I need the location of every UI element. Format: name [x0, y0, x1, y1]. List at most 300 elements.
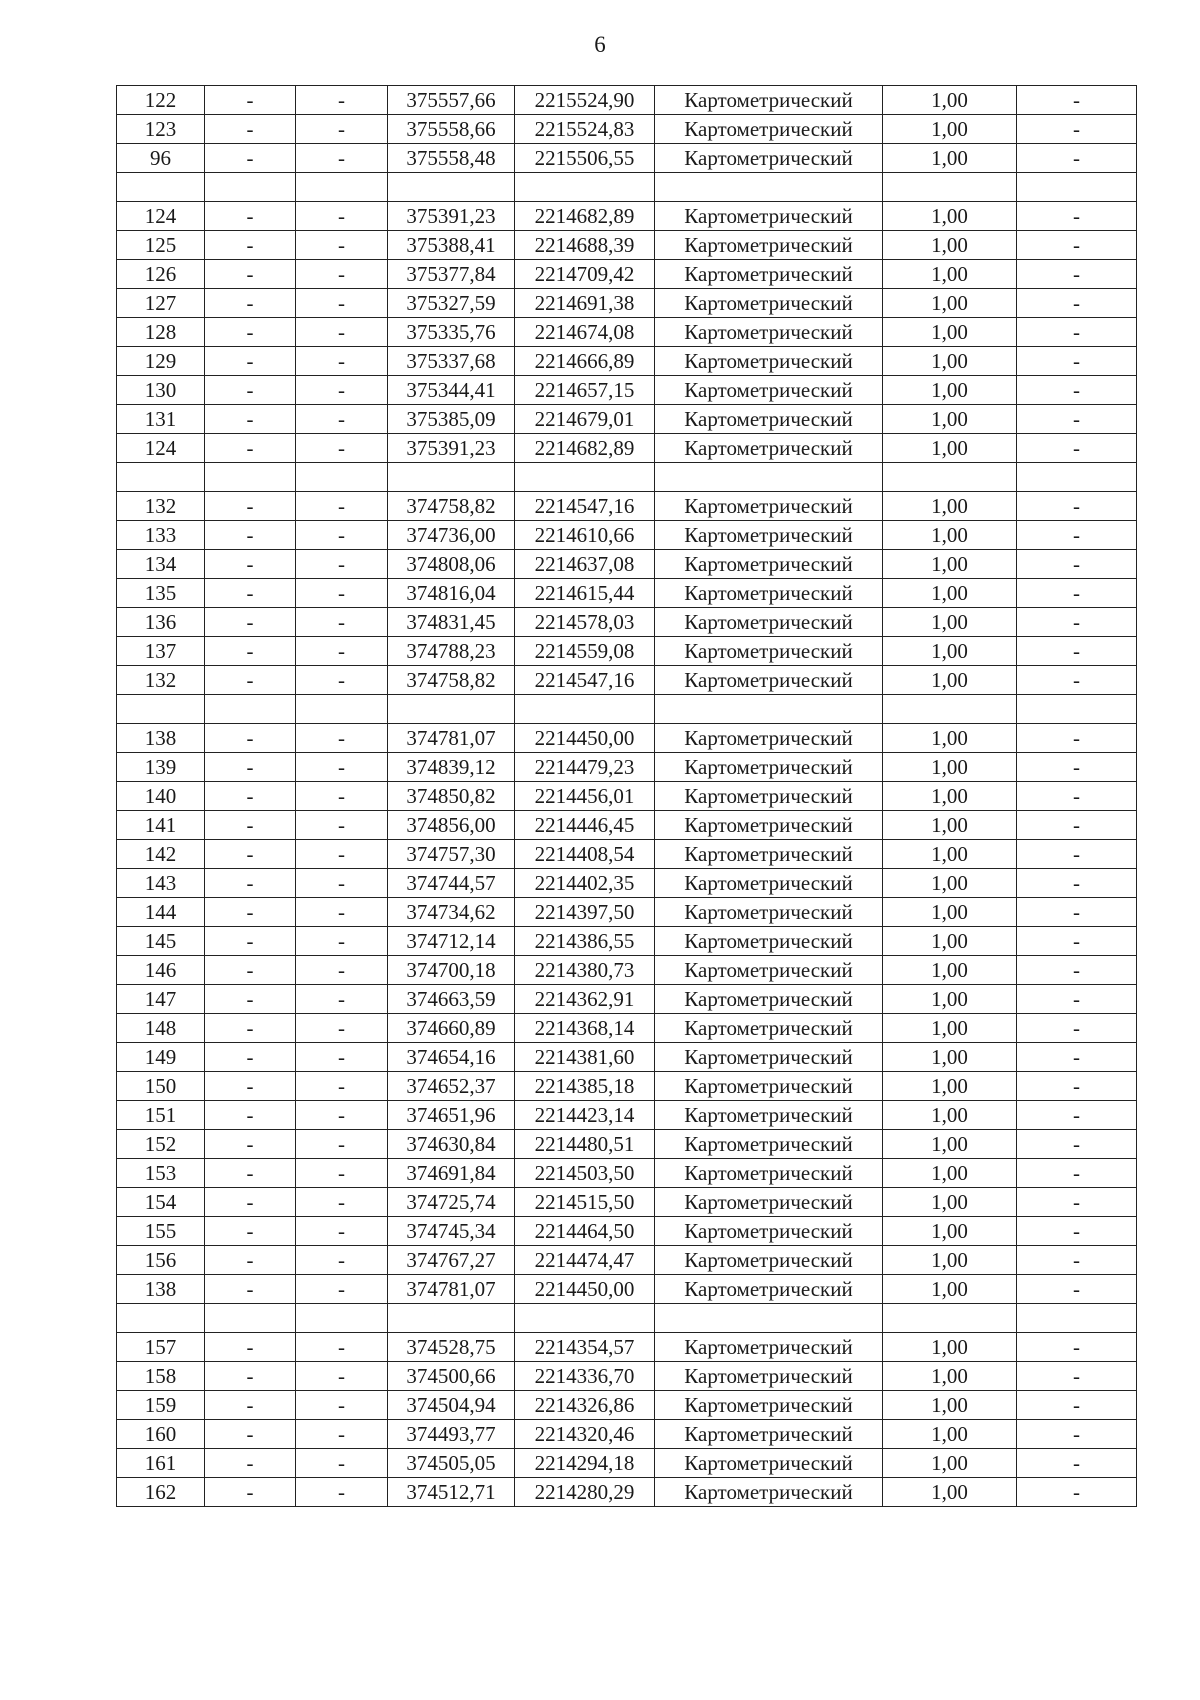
description-cell: - — [1017, 1333, 1137, 1362]
point-number-cell: 157 — [117, 1333, 205, 1362]
accuracy-cell — [883, 463, 1017, 492]
dash-cell-2 — [296, 463, 388, 492]
dash-cell-1: - — [205, 985, 296, 1014]
point-number-cell: 136 — [117, 608, 205, 637]
y-coordinate-cell: 2214450,00 — [515, 724, 655, 753]
method-cell: Картометрический — [655, 869, 883, 898]
description-cell: - — [1017, 1043, 1137, 1072]
table-row — [117, 1449, 1137, 1478]
accuracy-cell: 1,00 — [883, 347, 1017, 376]
method-cell: Картометрический — [655, 1333, 883, 1362]
dash-cell-2: - — [296, 1420, 388, 1449]
x-coordinate-cell: 374630,84 — [388, 1130, 515, 1159]
table-row — [117, 1072, 1137, 1101]
dash-cell-1: - — [205, 1014, 296, 1043]
y-coordinate-cell: 2214402,35 — [515, 869, 655, 898]
point-number-cell: 144 — [117, 898, 205, 927]
method-cell: Картометрический — [655, 1014, 883, 1043]
dash-cell-1: - — [205, 1449, 296, 1478]
x-coordinate-cell: 374744,57 — [388, 869, 515, 898]
accuracy-cell: 1,00 — [883, 1362, 1017, 1391]
method-cell: Картометрический — [655, 86, 883, 115]
accuracy-cell: 1,00 — [883, 985, 1017, 1014]
table-row — [117, 985, 1137, 1014]
x-coordinate-cell: 374757,30 — [388, 840, 515, 869]
y-coordinate-cell: 2214386,55 — [515, 927, 655, 956]
dash-cell-1: - — [205, 1420, 296, 1449]
point-number-cell — [117, 463, 205, 492]
y-coordinate-cell: 2214610,66 — [515, 521, 655, 550]
point-number-cell: 143 — [117, 869, 205, 898]
accuracy-cell: 1,00 — [883, 260, 1017, 289]
description-cell: - — [1017, 260, 1137, 289]
accuracy-cell: 1,00 — [883, 840, 1017, 869]
method-cell: Картометрический — [655, 956, 883, 985]
dash-cell-2: - — [296, 347, 388, 376]
table-row — [117, 1478, 1137, 1507]
method-cell: Картометрический — [655, 811, 883, 840]
y-coordinate-cell: 2214480,51 — [515, 1130, 655, 1159]
method-cell — [655, 463, 883, 492]
description-cell: - — [1017, 550, 1137, 579]
dash-cell-2 — [296, 695, 388, 724]
y-coordinate-cell: 2214674,08 — [515, 318, 655, 347]
accuracy-cell: 1,00 — [883, 144, 1017, 173]
description-cell: - — [1017, 144, 1137, 173]
point-number-cell: 141 — [117, 811, 205, 840]
table-row — [117, 811, 1137, 840]
x-coordinate-cell: 374758,82 — [388, 666, 515, 695]
y-coordinate-cell: 2214408,54 — [515, 840, 655, 869]
accuracy-cell: 1,00 — [883, 1014, 1017, 1043]
description-cell: - — [1017, 289, 1137, 318]
y-coordinate-cell: 2214446,45 — [515, 811, 655, 840]
table-row — [117, 405, 1137, 434]
table-row — [117, 1391, 1137, 1420]
point-number-cell: 160 — [117, 1420, 205, 1449]
y-coordinate-cell: 2214385,18 — [515, 1072, 655, 1101]
point-number-cell: 132 — [117, 492, 205, 521]
description-cell: - — [1017, 637, 1137, 666]
accuracy-cell: 1,00 — [883, 1478, 1017, 1507]
x-coordinate-cell: 374850,82 — [388, 782, 515, 811]
dash-cell-1: - — [205, 927, 296, 956]
dash-cell-2: - — [296, 927, 388, 956]
y-coordinate-cell: 2214368,14 — [515, 1014, 655, 1043]
point-number-cell: 156 — [117, 1246, 205, 1275]
description-cell: - — [1017, 840, 1137, 869]
method-cell: Картометрический — [655, 1478, 883, 1507]
accuracy-cell: 1,00 — [883, 115, 1017, 144]
method-cell: Картометрический — [655, 1188, 883, 1217]
accuracy-cell: 1,00 — [883, 231, 1017, 260]
x-coordinate-cell: 374745,34 — [388, 1217, 515, 1246]
dash-cell-1 — [205, 173, 296, 202]
point-number-cell: 134 — [117, 550, 205, 579]
accuracy-cell — [883, 1304, 1017, 1333]
dash-cell-2 — [296, 1304, 388, 1333]
y-coordinate-cell: 2214682,89 — [515, 434, 655, 463]
y-coordinate-cell: 2214615,44 — [515, 579, 655, 608]
table-row — [117, 1275, 1137, 1304]
y-coordinate-cell: 2214657,15 — [515, 376, 655, 405]
x-coordinate-cell: 374781,07 — [388, 1275, 515, 1304]
table-row — [117, 318, 1137, 347]
table-row — [117, 231, 1137, 260]
x-coordinate-cell: 374816,04 — [388, 579, 515, 608]
point-number-cell: 126 — [117, 260, 205, 289]
dash-cell-2: - — [296, 115, 388, 144]
x-coordinate-cell: 374734,62 — [388, 898, 515, 927]
dash-cell-1 — [205, 1304, 296, 1333]
table-row — [117, 1159, 1137, 1188]
table-row — [117, 956, 1137, 985]
dash-cell-2: - — [296, 898, 388, 927]
point-number-cell: 159 — [117, 1391, 205, 1420]
accuracy-cell: 1,00 — [883, 608, 1017, 637]
dash-cell-2: - — [296, 289, 388, 318]
y-coordinate-cell: 2214503,50 — [515, 1159, 655, 1188]
description-cell: - — [1017, 1420, 1137, 1449]
dash-cell-2: - — [296, 1362, 388, 1391]
description-cell: - — [1017, 811, 1137, 840]
method-cell: Картометрический — [655, 144, 883, 173]
description-cell: - — [1017, 86, 1137, 115]
accuracy-cell: 1,00 — [883, 1043, 1017, 1072]
description-cell: - — [1017, 1072, 1137, 1101]
point-number-cell: 135 — [117, 579, 205, 608]
description-cell: - — [1017, 666, 1137, 695]
y-coordinate-cell — [515, 695, 655, 724]
dash-cell-1: - — [205, 492, 296, 521]
x-coordinate-cell: 374808,06 — [388, 550, 515, 579]
y-coordinate-cell: 2214691,38 — [515, 289, 655, 318]
accuracy-cell: 1,00 — [883, 405, 1017, 434]
x-coordinate-cell: 374512,71 — [388, 1478, 515, 1507]
y-coordinate-cell: 2214464,50 — [515, 1217, 655, 1246]
method-cell: Картометрический — [655, 231, 883, 260]
point-number-cell: 154 — [117, 1188, 205, 1217]
point-number-cell — [117, 173, 205, 202]
method-cell: Картометрический — [655, 637, 883, 666]
description-cell: - — [1017, 869, 1137, 898]
y-coordinate-cell: 2214380,73 — [515, 956, 655, 985]
dash-cell-1: - — [205, 782, 296, 811]
table-row — [117, 434, 1137, 463]
x-coordinate-cell: 374725,74 — [388, 1188, 515, 1217]
table-row — [117, 1333, 1137, 1362]
table-row — [117, 782, 1137, 811]
accuracy-cell: 1,00 — [883, 1217, 1017, 1246]
method-cell: Картометрический — [655, 1420, 883, 1449]
point-number-cell: 96 — [117, 144, 205, 173]
accuracy-cell: 1,00 — [883, 1333, 1017, 1362]
table-row — [117, 1217, 1137, 1246]
accuracy-cell: 1,00 — [883, 724, 1017, 753]
accuracy-cell: 1,00 — [883, 1072, 1017, 1101]
x-coordinate-cell: 375344,41 — [388, 376, 515, 405]
separator-row — [117, 463, 1137, 492]
y-coordinate-cell: 2214326,86 — [515, 1391, 655, 1420]
x-coordinate-cell: 374712,14 — [388, 927, 515, 956]
dash-cell-1: - — [205, 1072, 296, 1101]
dash-cell-2: - — [296, 1449, 388, 1478]
dash-cell-1: - — [205, 1362, 296, 1391]
y-coordinate-cell: 2214456,01 — [515, 782, 655, 811]
dash-cell-1: - — [205, 811, 296, 840]
dash-cell-1: - — [205, 666, 296, 695]
y-coordinate-cell: 2214381,60 — [515, 1043, 655, 1072]
point-number-cell: 125 — [117, 231, 205, 260]
x-coordinate-cell: 374504,94 — [388, 1391, 515, 1420]
table-row — [117, 840, 1137, 869]
x-coordinate-cell: 375391,23 — [388, 202, 515, 231]
dash-cell-2: - — [296, 869, 388, 898]
point-number-cell: 155 — [117, 1217, 205, 1246]
x-coordinate-cell: 374660,89 — [388, 1014, 515, 1043]
y-coordinate-cell: 2214559,08 — [515, 637, 655, 666]
dash-cell-1: - — [205, 1130, 296, 1159]
y-coordinate-cell: 2214709,42 — [515, 260, 655, 289]
method-cell: Картометрический — [655, 115, 883, 144]
method-cell: Картометрический — [655, 1449, 883, 1478]
x-coordinate-cell: 375558,66 — [388, 115, 515, 144]
table-row — [117, 347, 1137, 376]
dash-cell-2: - — [296, 231, 388, 260]
y-coordinate-cell — [515, 1304, 655, 1333]
x-coordinate-cell: 374663,59 — [388, 985, 515, 1014]
coordinates-table — [116, 85, 1137, 1507]
point-number-cell: 139 — [117, 753, 205, 782]
dash-cell-1: - — [205, 318, 296, 347]
description-cell: - — [1017, 115, 1137, 144]
dash-cell-2: - — [296, 985, 388, 1014]
dash-cell-1: - — [205, 376, 296, 405]
table-row — [117, 753, 1137, 782]
dash-cell-1: - — [205, 840, 296, 869]
dash-cell-1: - — [205, 521, 296, 550]
dash-cell-2: - — [296, 318, 388, 347]
accuracy-cell: 1,00 — [883, 492, 1017, 521]
method-cell: Картометрический — [655, 1246, 883, 1275]
x-coordinate-cell: 374767,27 — [388, 1246, 515, 1275]
dash-cell-2: - — [296, 1072, 388, 1101]
method-cell: Картометрический — [655, 579, 883, 608]
accuracy-cell: 1,00 — [883, 869, 1017, 898]
x-coordinate-cell: 374528,75 — [388, 1333, 515, 1362]
method-cell — [655, 1304, 883, 1333]
point-number-cell: 142 — [117, 840, 205, 869]
method-cell: Картометрический — [655, 405, 883, 434]
description-cell: - — [1017, 1275, 1137, 1304]
method-cell: Картометрический — [655, 898, 883, 927]
dash-cell-1: - — [205, 1159, 296, 1188]
x-coordinate-cell: 375337,68 — [388, 347, 515, 376]
accuracy-cell: 1,00 — [883, 753, 1017, 782]
dash-cell-2: - — [296, 1188, 388, 1217]
method-cell: Картометрический — [655, 1362, 883, 1391]
dash-cell-1: - — [205, 347, 296, 376]
accuracy-cell: 1,00 — [883, 782, 1017, 811]
method-cell: Картометрический — [655, 840, 883, 869]
point-number-cell: 147 — [117, 985, 205, 1014]
dash-cell-2: - — [296, 86, 388, 115]
accuracy-cell: 1,00 — [883, 1246, 1017, 1275]
accuracy-cell: 1,00 — [883, 898, 1017, 927]
accuracy-cell: 1,00 — [883, 637, 1017, 666]
y-coordinate-cell — [515, 173, 655, 202]
dash-cell-1: - — [205, 1217, 296, 1246]
point-number-cell: 138 — [117, 1275, 205, 1304]
x-coordinate-cell: 374505,05 — [388, 1449, 515, 1478]
table-row — [117, 869, 1137, 898]
table-body — [117, 86, 1137, 1507]
accuracy-cell: 1,00 — [883, 1275, 1017, 1304]
y-coordinate-cell: 2214336,70 — [515, 1362, 655, 1391]
method-cell: Картометрический — [655, 202, 883, 231]
accuracy-cell: 1,00 — [883, 86, 1017, 115]
dash-cell-1: - — [205, 260, 296, 289]
dash-cell-2: - — [296, 1275, 388, 1304]
x-coordinate-cell: 375388,41 — [388, 231, 515, 260]
method-cell: Картометрический — [655, 376, 883, 405]
description-cell: - — [1017, 1101, 1137, 1130]
dash-cell-2: - — [296, 637, 388, 666]
method-cell: Картометрический — [655, 1391, 883, 1420]
description-cell: - — [1017, 724, 1137, 753]
point-number-cell: 124 — [117, 202, 205, 231]
method-cell: Картометрический — [655, 260, 883, 289]
description-cell: - — [1017, 1391, 1137, 1420]
dash-cell-2: - — [296, 376, 388, 405]
description-cell: - — [1017, 521, 1137, 550]
x-coordinate-cell: 374736,00 — [388, 521, 515, 550]
description-cell: - — [1017, 1449, 1137, 1478]
table-row — [117, 1362, 1137, 1391]
dash-cell-2: - — [296, 434, 388, 463]
description-cell: - — [1017, 434, 1137, 463]
description-cell: - — [1017, 202, 1137, 231]
y-coordinate-cell: 2214547,16 — [515, 666, 655, 695]
dash-cell-1: - — [205, 1275, 296, 1304]
dash-cell-1: - — [205, 434, 296, 463]
dash-cell-1: - — [205, 1246, 296, 1275]
point-number-cell: 162 — [117, 1478, 205, 1507]
dash-cell-2: - — [296, 724, 388, 753]
point-number-cell: 127 — [117, 289, 205, 318]
method-cell: Картометрический — [655, 927, 883, 956]
description-cell: - — [1017, 1130, 1137, 1159]
accuracy-cell: 1,00 — [883, 927, 1017, 956]
method-cell: Картометрический — [655, 1043, 883, 1072]
description-cell: - — [1017, 1362, 1137, 1391]
method-cell: Картометрический — [655, 608, 883, 637]
point-number-cell: 152 — [117, 1130, 205, 1159]
accuracy-cell: 1,00 — [883, 956, 1017, 985]
table-row — [117, 1246, 1137, 1275]
description-cell: - — [1017, 608, 1137, 637]
dash-cell-2: - — [296, 811, 388, 840]
dash-cell-1: - — [205, 1478, 296, 1507]
point-number-cell: 140 — [117, 782, 205, 811]
dash-cell-1 — [205, 695, 296, 724]
description-cell — [1017, 173, 1137, 202]
x-coordinate-cell: 374856,00 — [388, 811, 515, 840]
dash-cell-1: - — [205, 289, 296, 318]
accuracy-cell: 1,00 — [883, 666, 1017, 695]
dash-cell-2: - — [296, 260, 388, 289]
accuracy-cell: 1,00 — [883, 1188, 1017, 1217]
description-cell: - — [1017, 405, 1137, 434]
dash-cell-2: - — [296, 1246, 388, 1275]
description-cell — [1017, 695, 1137, 724]
dash-cell-2: - — [296, 840, 388, 869]
dash-cell-1: - — [205, 869, 296, 898]
method-cell: Картометрический — [655, 318, 883, 347]
accuracy-cell: 1,00 — [883, 376, 1017, 405]
method-cell: Картометрический — [655, 1072, 883, 1101]
dash-cell-1: - — [205, 115, 296, 144]
page-number: 6 — [594, 32, 606, 57]
x-coordinate-cell: 374781,07 — [388, 724, 515, 753]
x-coordinate-cell — [388, 463, 515, 492]
point-number-cell: 150 — [117, 1072, 205, 1101]
method-cell: Картометрический — [655, 1159, 883, 1188]
x-coordinate-cell — [388, 173, 515, 202]
table-row — [117, 492, 1137, 521]
dash-cell-1: - — [205, 1188, 296, 1217]
y-coordinate-cell: 2214354,57 — [515, 1333, 655, 1362]
point-number-cell: 131 — [117, 405, 205, 434]
point-number-cell: 149 — [117, 1043, 205, 1072]
accuracy-cell: 1,00 — [883, 1130, 1017, 1159]
point-number-cell: 151 — [117, 1101, 205, 1130]
method-cell: Картометрический — [655, 753, 883, 782]
table-row — [117, 550, 1137, 579]
dash-cell-2: - — [296, 1130, 388, 1159]
y-coordinate-cell — [515, 463, 655, 492]
method-cell — [655, 173, 883, 202]
method-cell: Картометрический — [655, 985, 883, 1014]
y-coordinate-cell: 2214423,14 — [515, 1101, 655, 1130]
accuracy-cell: 1,00 — [883, 1391, 1017, 1420]
description-cell: - — [1017, 898, 1137, 927]
x-coordinate-cell: 374493,77 — [388, 1420, 515, 1449]
dash-cell-2: - — [296, 1333, 388, 1362]
table-row — [117, 521, 1137, 550]
method-cell: Картометрический — [655, 782, 883, 811]
accuracy-cell: 1,00 — [883, 1449, 1017, 1478]
method-cell: Картометрический — [655, 289, 883, 318]
table-row — [117, 1130, 1137, 1159]
point-number-cell — [117, 695, 205, 724]
dash-cell-1: - — [205, 1391, 296, 1420]
x-coordinate-cell: 375377,84 — [388, 260, 515, 289]
dash-cell-2: - — [296, 550, 388, 579]
y-coordinate-cell: 2214320,46 — [515, 1420, 655, 1449]
dash-cell-2: - — [296, 666, 388, 695]
dash-cell-1: - — [205, 753, 296, 782]
x-coordinate-cell: 375327,59 — [388, 289, 515, 318]
point-number-cell: 138 — [117, 724, 205, 753]
y-coordinate-cell: 2214682,89 — [515, 202, 655, 231]
table-row — [117, 927, 1137, 956]
point-number-cell: 133 — [117, 521, 205, 550]
description-cell: - — [1017, 347, 1137, 376]
x-coordinate-cell — [388, 695, 515, 724]
table-row — [117, 86, 1137, 115]
point-number-cell: 124 — [117, 434, 205, 463]
